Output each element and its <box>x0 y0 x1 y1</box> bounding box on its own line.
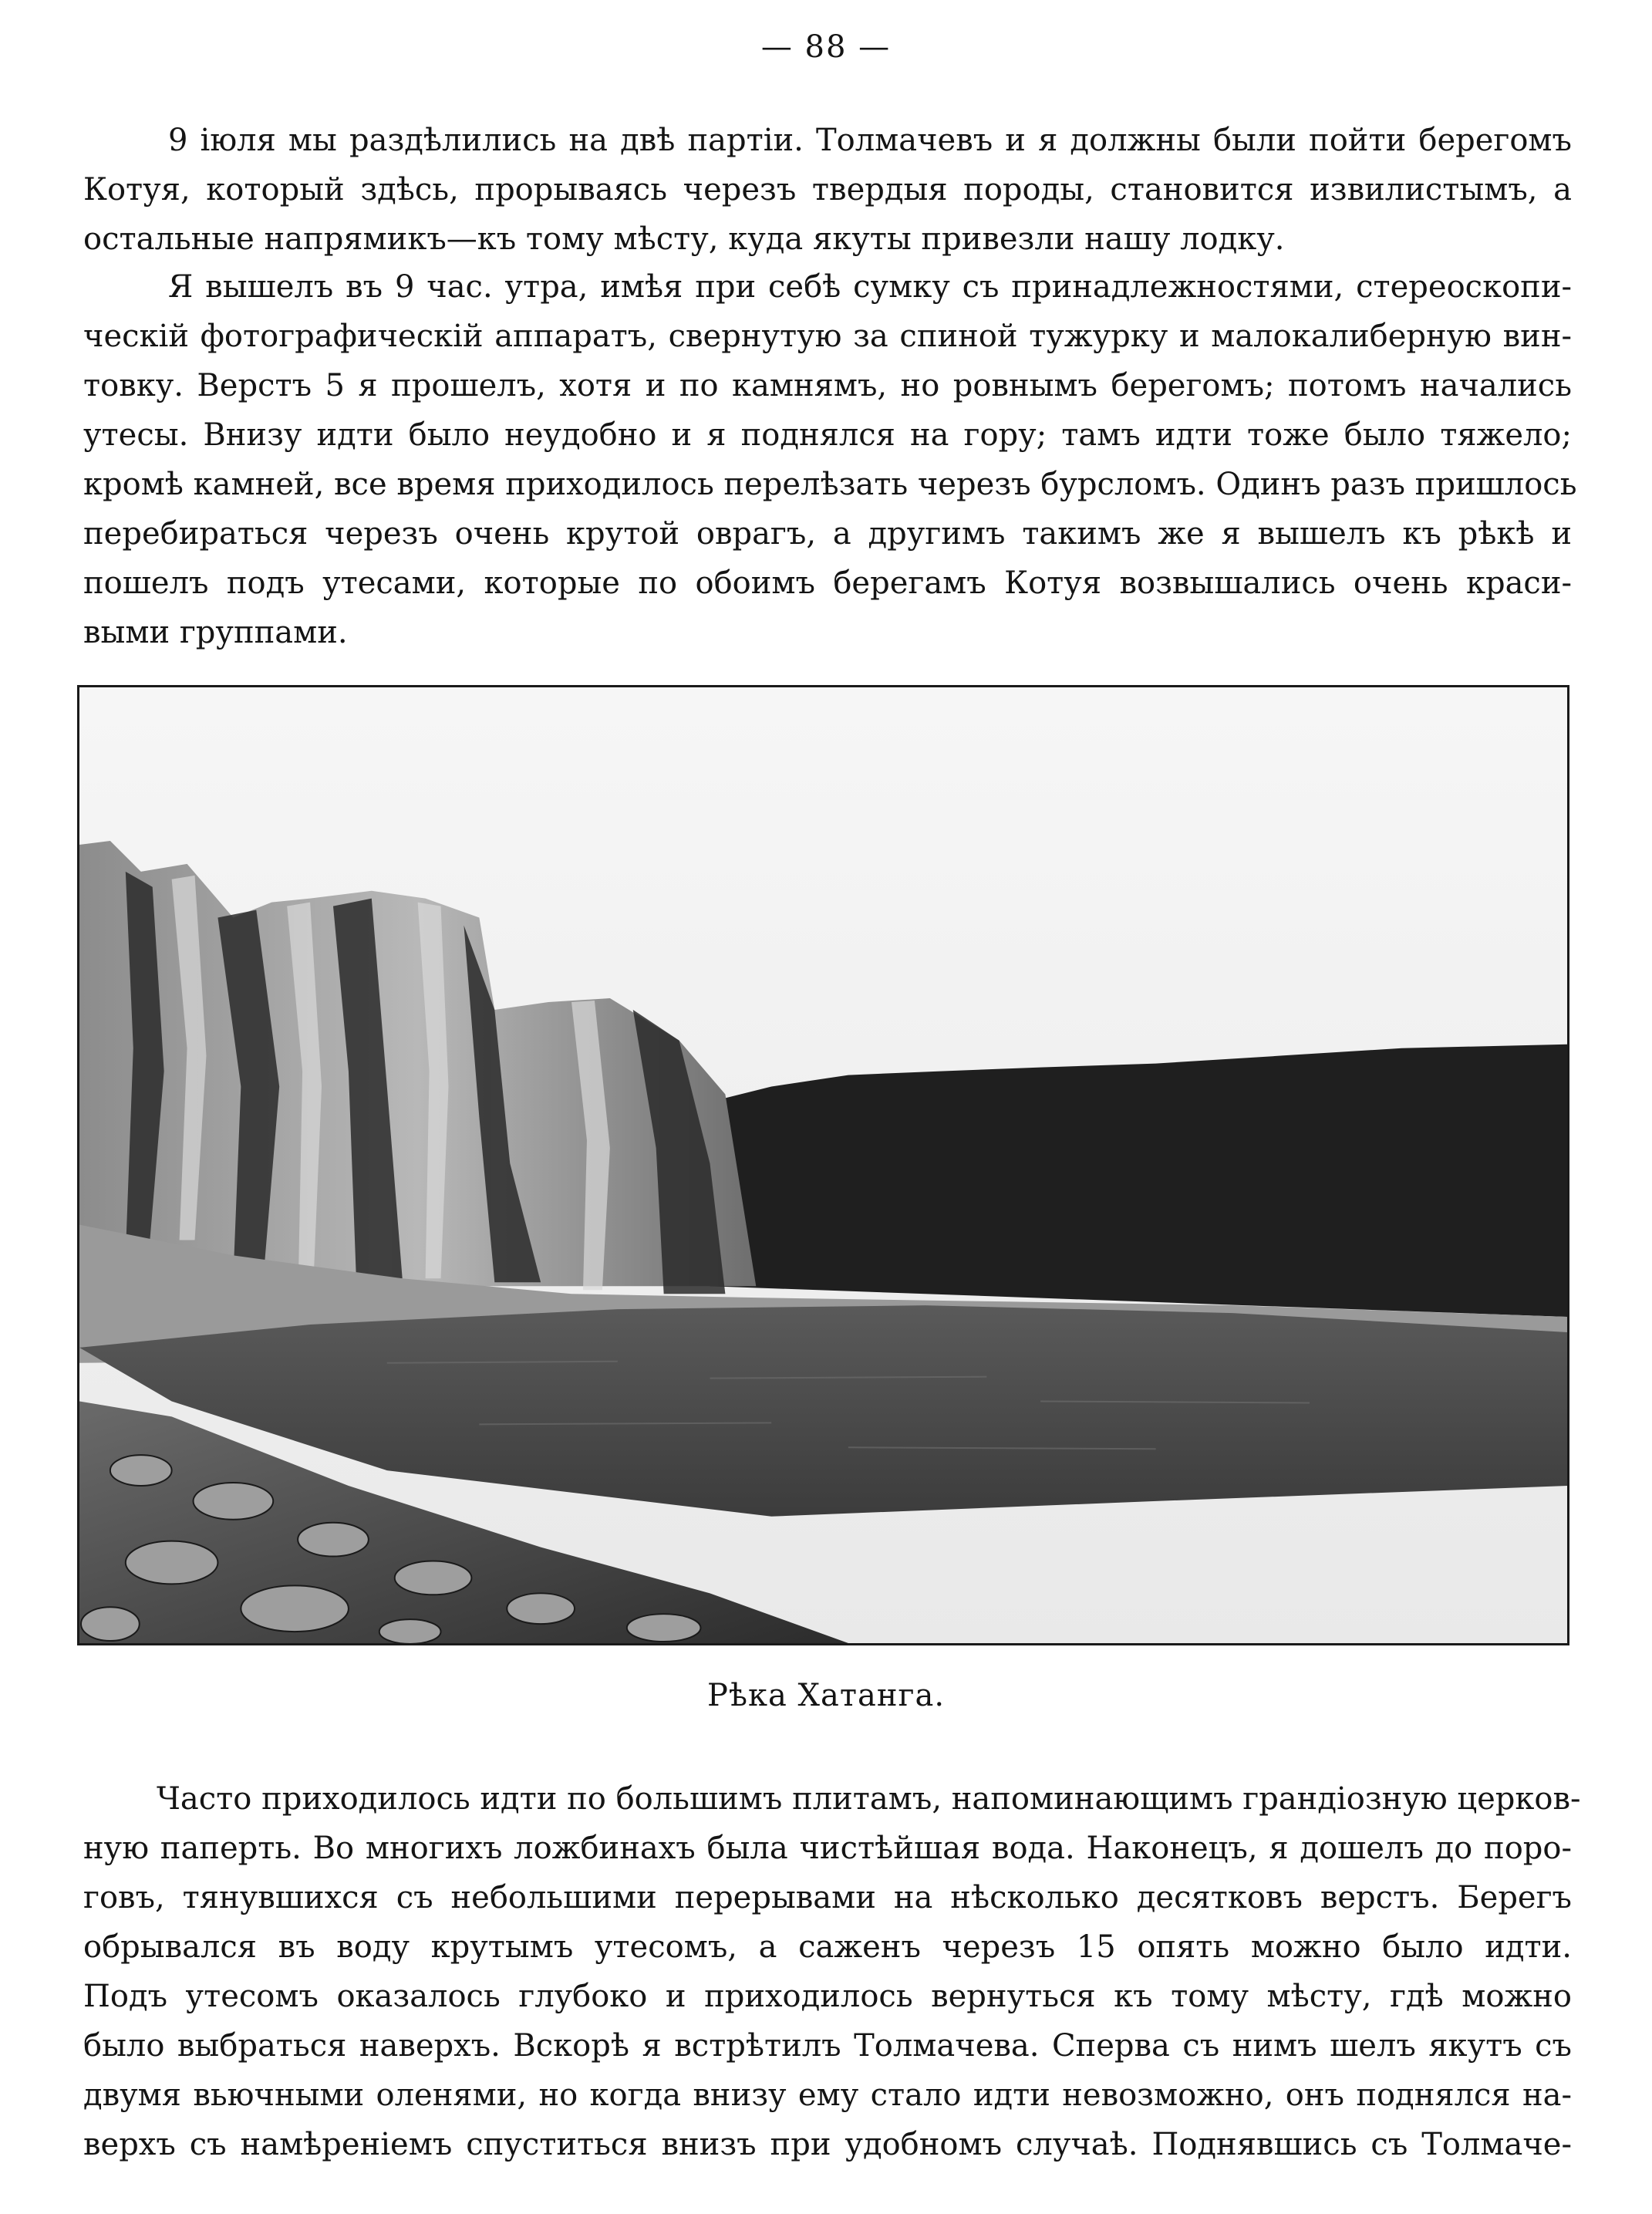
text-line: двумя вьючными оленями, но когда внизу ему стало идти невозможно, онъ поднялся на- <box>83 2077 1572 2113</box>
text-line: 9 іюля мы раздѣлились на двѣ партіи. Толмачевъ и я должны были пойти берегомъ <box>168 123 1572 158</box>
text-line: кромѣ камней, все время приходилось перелѣзать черезъ бурсломъ. Одинъ разъ пришлось <box>83 467 1577 502</box>
text-line: верхъ съ намѣреніемъ спуститься внизъ при удобномъ случаѣ. Поднявшись съ Толмаче- <box>83 2127 1572 2162</box>
forest-ridge <box>710 1045 1567 1317</box>
text-line: выми группами. <box>83 615 348 650</box>
text-line: пошелъ подъ утесами, которые по обоимъ берегамъ Котуя возвышались очень краси- <box>83 565 1572 601</box>
text-line: остальные напрямикъ—къ тому мѣсту, куда якуты привезли нашу лодку. <box>83 221 1285 257</box>
text-line: обрывался въ воду крутымъ утесомъ, а саженъ черезъ 15 опять можно было идти. <box>83 1929 1572 1965</box>
paragraph-3 <box>83 1774 1581 2169</box>
text-line: перебираться черезъ очень крутой оврагъ, а другимъ такимъ же я вышелъ къ рѣкѣ и <box>83 516 1572 552</box>
paragraph-1 <box>83 116 1572 264</box>
text-line: утесы. Внизу идти было неудобно и я поднялся на гору; тамъ идти тоже было тяжело; <box>83 417 1572 453</box>
text-line: товку. Верстъ 5 я прошелъ, хотя и по камнямъ, но ровнымъ берегомъ; потомъ начались <box>83 368 1572 403</box>
text-line: Часто приходилось идти по большимъ плитамъ, напоминающимъ грандіозную церков- <box>157 1781 1581 1817</box>
text-line: говъ, тянувшихся съ небольшими перерывами на нѣсколько десятковъ верстъ. Берегъ <box>83 1880 1572 1915</box>
text-line: ческій фотографическій аппаратъ, свернутую за спиной тужурку и малокалиберную вин- <box>83 319 1572 354</box>
paragraph-2 <box>83 262 1577 657</box>
text-line: Подъ утесомъ оказалось глубоко и приходилось вернуться къ тому мѣсту, гдѣ можно <box>83 1979 1572 2014</box>
photo-plate <box>77 685 1569 1645</box>
river-cliffs-photo <box>79 687 1567 1643</box>
text-line: Я вышелъ въ 9 час. утра, имѣя при себѣ сумку съ принадлежностями, стереоскопи- <box>168 269 1572 305</box>
text-line: ную паперть. Во многихъ ложбинахъ была чистѣйшая вода. Наконецъ, я дошелъ до поро- <box>83 1831 1572 1866</box>
figure-caption: Рѣка Хатанга. <box>706 1678 946 1713</box>
text-line: было выбраться наверхъ. Вскорѣ я встрѣтилъ Толмачева. Сперва съ нимъ шелъ якутъ съ <box>83 2028 1572 2064</box>
text-line: Котуя, который здѣсь, прорываясь черезъ твердыя породы, становится извилистымъ, а <box>83 172 1572 208</box>
page-number: — 88 — <box>760 29 892 65</box>
